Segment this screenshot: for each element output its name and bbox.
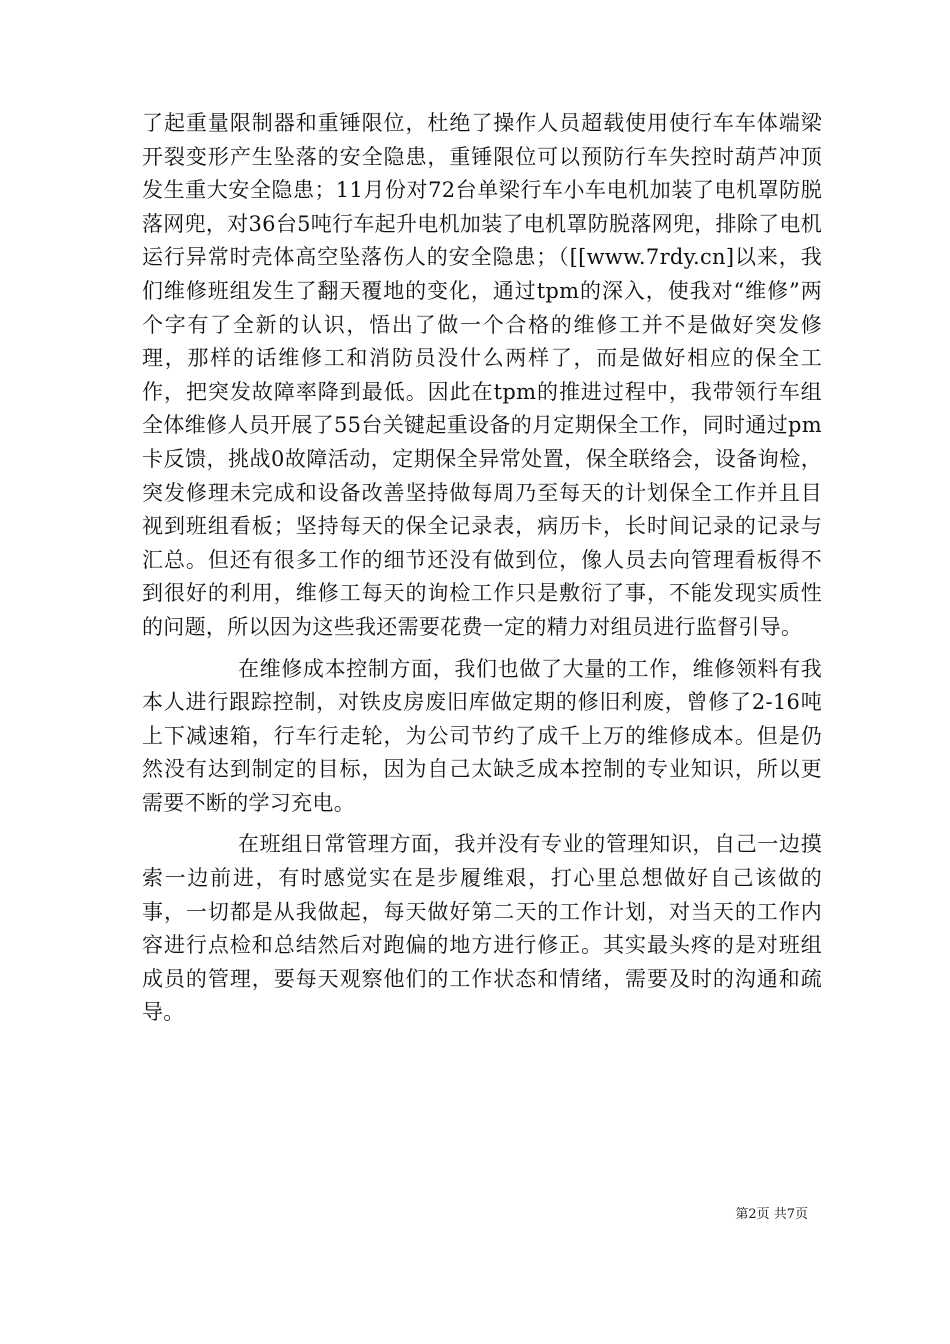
paragraph-1: 了起重量限制器和重锤限位，杜绝了操作人员超载使用使行车车体端梁开裂变形产生坠落的安全隐患，重锤限位可以预防行车失控时葫芦冲顶发生重大安全隐患；11月份对72台单梁行车小车电机加装了电机罩防脱落网兜，对36台5吨行车起升电机加装了电机罩防脱落网兜，排除了电机运行异常时壳体高空坠落伤人的安全隐患；（[[www.7rdy.cn]以来，我们维修班组发生了翻天覆地的变化，通过tpm的深入，使我对“维修”两个字有了全新的认识，悟出了做一个合格的维修工并不是做好突发修理，那样的话维修工和消防员没什么两样了，而是做好相应的保全工作，把突发故障率降到最低。因此在tpm的推进过程中，我带领行车组全体维修人员开展了55台关键起重设备的月定期保全工作，同时通过pm卡反馈，挑战0故障活动，定期保全异常处置，保全联络会，设备询检，突发修理未完成和设备改善坚持做每周乃至每天的计划保全工作并且目视到班组看板；坚持每天的保全记录表，病历卡，长时间记录的记录与汇总。但还有很多工作的细节还没有做到位，像人员去向管理看板得不到很好的利用，维修工每天的询检工作只是敷衍了事，不能发现实质性的问题，所以因为这些我还需要花费一定的精力对组员进行监督引导。	[142, 111, 822, 639]
document-body	[142, 107, 822, 1030]
paragraph-2: 在维修成本控制方面，我们也做了大量的工作，维修领料有我本人进行跟踪控制，对铁皮房废旧库做定期的修旧利废，曾修了2-16吨上下减速箱，行车行走轮，为公司节约了成千上万的维修成本。但是仍然没有达到制定的目标，因为自己太缺乏成本控制的专业知识，所以更需要不断的学习充电。	[142, 656, 822, 815]
page-number: 第2页 共7页	[735, 1207, 808, 1222]
paragraph-3: 在班组日常管理方面，我并没有专业的管理知识，自己一边摸索一边前进，有时感觉实在是步履维艰，打心里总想做好自己该做的事，一切都是从我做起，每天做好第二天的工作计划，对当天的工作内容进行点检和总结然后对跑偏的地方进行修正。其实最头疼的是对班组成员的管理，要每天观察他们的工作状态和情绪，需要及时的沟通和疏导。	[142, 832, 822, 1025]
